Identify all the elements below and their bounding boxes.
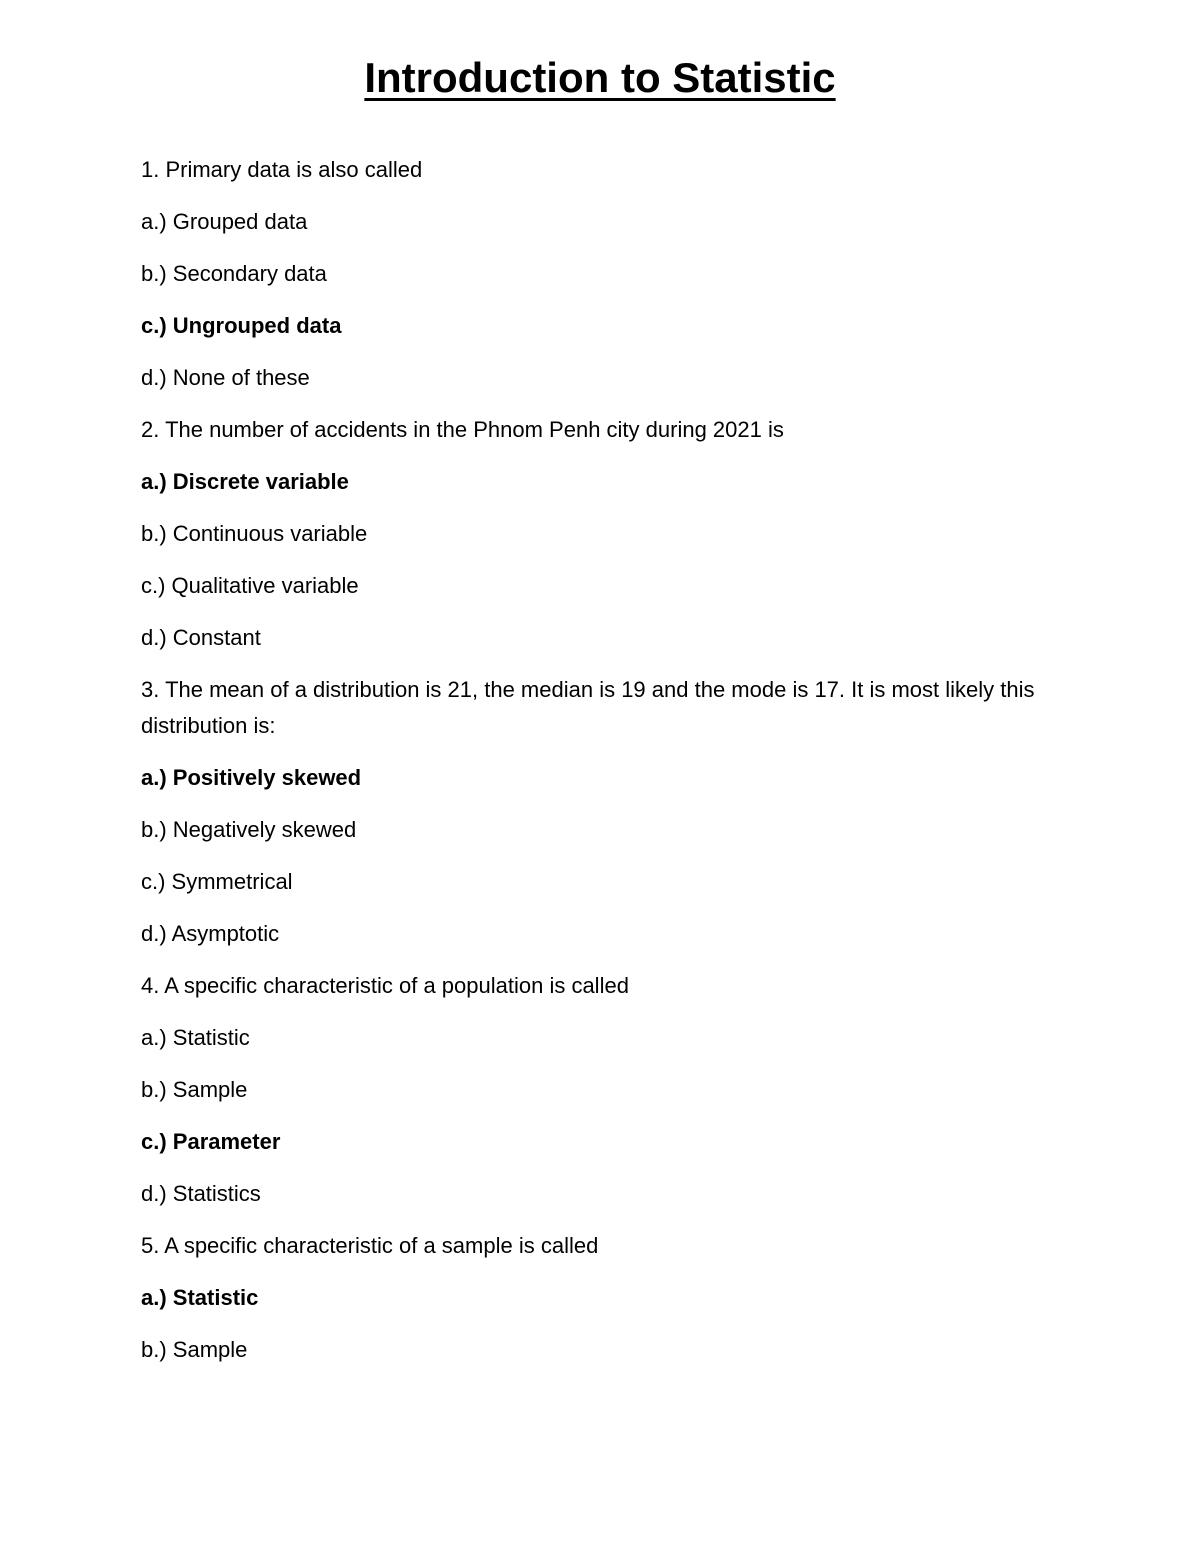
quiz-content	[141, 152, 1071, 1384]
q2-option-d: d.) Constant	[141, 625, 261, 650]
q4-option-b: b.) Sample	[141, 1077, 248, 1102]
question-3: 3. The mean of a distribution is 21, the median is 19 and the mode is 17. It is most likely this distribution is:	[141, 677, 1035, 738]
question-4: 4. A specific characteristic of a population is called	[141, 973, 629, 998]
q1-option-d: d.) None of these	[141, 365, 310, 390]
q1-option-c-answer: c.) Ungrouped data	[141, 313, 342, 338]
question-5: 5. A specific characteristic of a sample is called	[141, 1233, 599, 1258]
q3-option-b: b.) Negatively skewed	[141, 817, 357, 842]
q3-option-a-answer: a.) Positively skewed	[141, 765, 362, 790]
q2-option-a-answer: a.) Discrete variable	[141, 469, 349, 494]
q4-option-d: d.) Statistics	[141, 1181, 261, 1206]
q5-option-a-answer: a.) Statistic	[141, 1285, 259, 1310]
question-1: 1. Primary data is also called	[141, 157, 423, 182]
q3-option-d: d.) Asymptotic	[141, 921, 280, 946]
q1-option-b: b.) Secondary data	[141, 261, 327, 286]
q4-option-a: a.) Statistic	[141, 1025, 250, 1050]
q1-option-a: a.) Grouped data	[141, 209, 308, 234]
q4-option-c-answer: c.) Parameter	[141, 1129, 281, 1154]
q5-option-b: b.) Sample	[141, 1337, 248, 1362]
question-2: 2. The number of accidents in the Phnom Penh city during 2021 is	[141, 417, 784, 442]
q2-option-b: b.) Continuous variable	[141, 521, 368, 546]
page-title: Introduction to Statistic	[364, 54, 836, 101]
q3-option-c: c.) Symmetrical	[141, 869, 293, 894]
q2-option-c: c.) Qualitative variable	[141, 573, 359, 598]
